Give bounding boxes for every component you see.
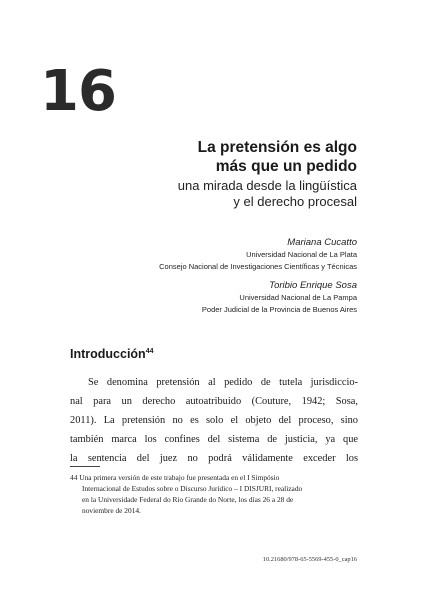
author-affiliation: Consejo Nacional de Investigaciones Científicas y Técnicas — [159, 262, 357, 271]
footnote-line: en la Universidade Federal do Rio Grande do Norte, los días 26 a 28 de — [82, 495, 294, 504]
chapter-number: 16 — [40, 59, 116, 124]
footnote — [70, 472, 360, 516]
footnote-reference: 44 — [145, 348, 154, 355]
footnote-line: 44 Una primera versión de este trabajo fue presentada en el I Simpósio — [70, 473, 280, 482]
chapter-title-line-2: más que un pedido — [215, 158, 357, 175]
body-paragraph — [70, 373, 358, 468]
chapter-subtitle-line-2: y el derecho procesal — [233, 194, 357, 209]
chapter-title-line-1: La pretensión es algo — [197, 139, 357, 156]
footnote-line: Internacional de Estudos sobre o Discurso Jurídico – I DISJURI, realizado — [82, 484, 303, 493]
doi-reference: 10.21680/978-65-5569-455-0_cap16 — [262, 556, 357, 563]
body-line: nal para un derecho autoatribuido (Couture, 1942; Sosa, — [70, 396, 358, 407]
footnote-line: noviembre de 2014. — [82, 506, 141, 515]
author-entry — [27, 279, 357, 316]
body-line: la sentencia del juez no podrá válidamente exceder los — [70, 453, 358, 464]
author-affiliation: Universidad Nacional de La Pampa — [239, 293, 357, 302]
section-heading — [70, 344, 154, 362]
author-affiliation: Poder Judicial de la Provincia de Buenos Aires — [201, 305, 357, 314]
author-name: Mariana Cucatto — [287, 237, 357, 248]
author-affiliation: Universidad Nacional de La Plata — [246, 250, 357, 259]
chapter-subtitle-line-1: una mirada desde la lingüística — [177, 178, 357, 193]
authors-block — [27, 236, 357, 316]
footnote-divider — [70, 466, 100, 467]
title-block — [57, 138, 357, 210]
section-heading-text: Introducción — [70, 347, 146, 362]
body-line: Se denomina pretensión al pedido de tutela jurisdiccio- — [88, 377, 358, 388]
body-line: también marca los confines del sistema de justicia, ya que — [70, 434, 358, 445]
body-line: 2011). La pretensión no es solo el objeto del proceso, sino — [70, 415, 358, 426]
author-name: Toribio Enrique Sosa — [269, 280, 357, 291]
author-entry — [27, 236, 357, 273]
